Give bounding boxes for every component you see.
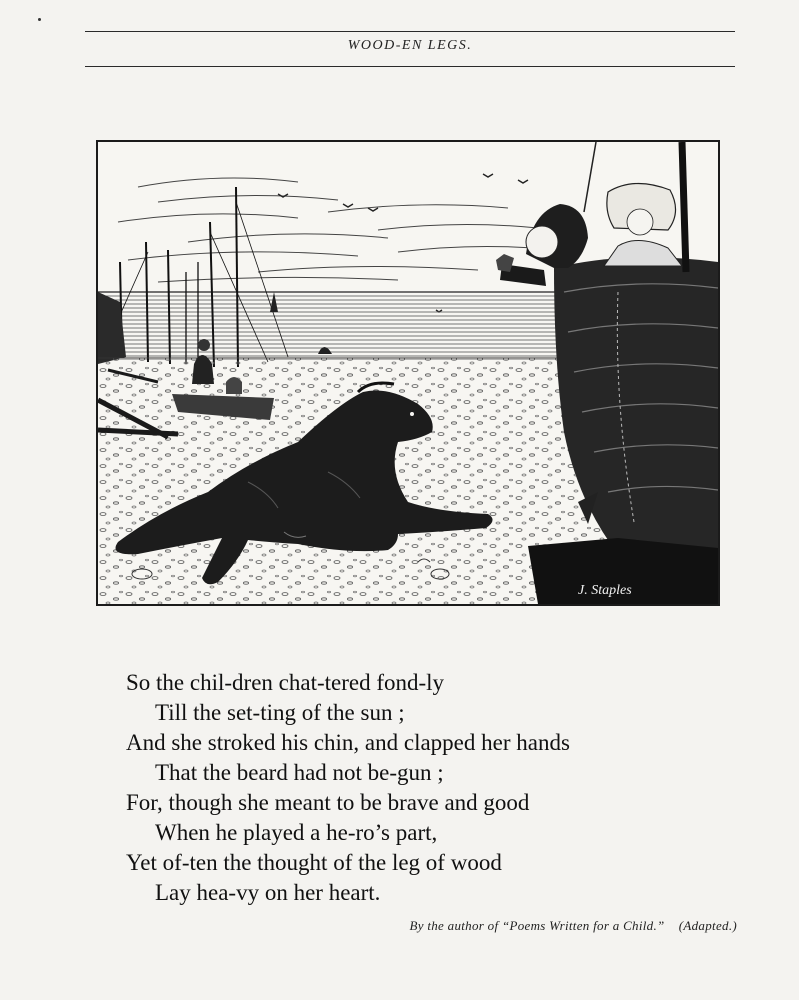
poem-line: Lay hea-vy on her heart. [155, 880, 381, 905]
attribution [300, 918, 737, 934]
header-top-rule [85, 31, 735, 32]
poem-stanza [126, 668, 736, 908]
artist-signature: J. Staples [578, 583, 632, 598]
poem-line: And she stroked his chin, and clapped her hands [126, 730, 570, 755]
beach-scene-illustration [96, 140, 720, 606]
poem-line: Till the set-ting of the sun ; [155, 700, 405, 725]
running-head: WOOD-EN LEGS. [347, 38, 473, 53]
poem-line: When he played a he-ro’s part, [155, 820, 438, 845]
poem-line: For, though she meant to be brave and good [126, 790, 530, 815]
speck-mark [38, 18, 41, 21]
attribution-source: By the author of “Poems Written for a Child.” [409, 918, 665, 933]
poem-line: That the beard had not be-gun ; [155, 760, 444, 785]
poem-line: So the chil-dren chat-tered fond-ly [126, 670, 445, 695]
attribution-note: (Adapted.) [678, 918, 737, 933]
header-bottom-rule [85, 66, 735, 67]
sky-clouds [118, 178, 558, 282]
poem-line: Yet of-ten the thought of the leg of wood [126, 850, 502, 875]
seagulls [278, 174, 528, 312]
